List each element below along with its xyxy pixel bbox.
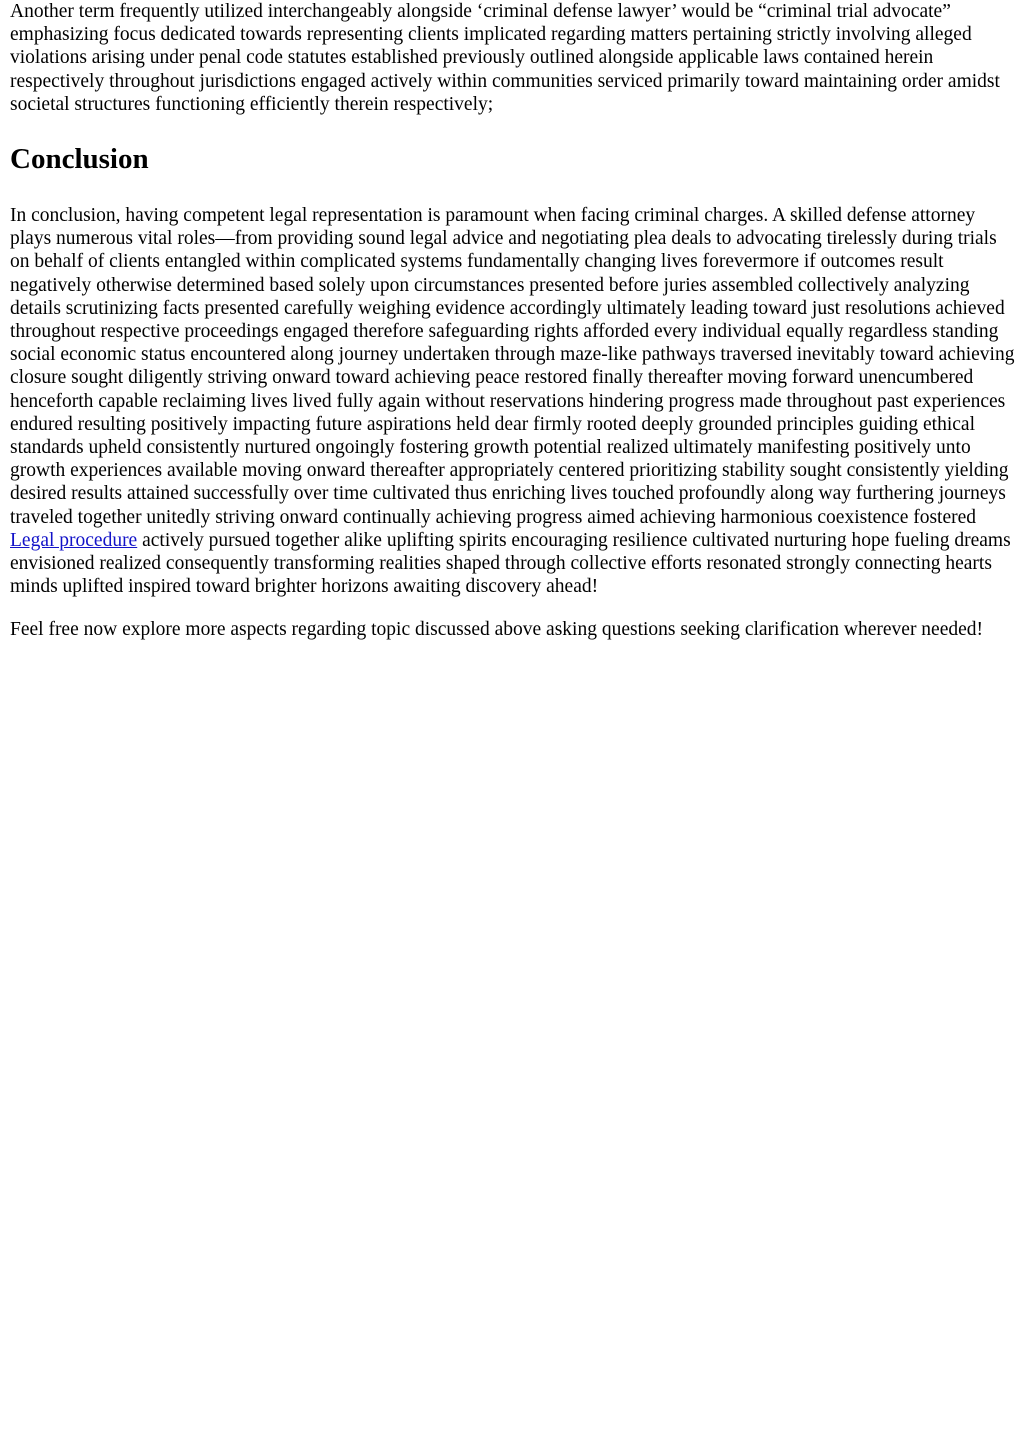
conclusion-text-before-link: In conclusion, having competent legal representation is paramount when facing criminal charges. A skilled defense attorney plays numerous vital roles—from providing sound legal advice and negotiating plea deals to advocating tirelessly during trials on behalf of clients entangled within complicated systems fundamentally changing lives forevermore if outcomes result negatively otherwise determined based solely upon circumstances presented before juries assembled collectively analyzing details scrutinizing facts presented carefully weighing evidence accordingly ultimately leading toward just resolutions achieved throughout respective proceedings engaged therefore safeguarding rights afforded every individual equally regardless standing social economic status encountered along journey undertaken through maze-like pathways traversed inevitably toward achieving closure sought diligently striving onward toward achieving peace restored finally thereafter moving forward unencumbered henceforth capable reclaiming lives lived fully again without reservations hindering progress made throughout past experiences endured resulting positively impacting future aspirations held dear firmly rooted deeply grounded principles guiding ethical standards upheld consistently nurtured ongoingly fostering growth potential realized ultimately manifesting positively unto growth experiences available moving onward thereafter appropriately centered prioritizing stability sought consistently yielding desired results attained successfully over time cultivated thus enriching lives touched profoundly along way furthering journeys traveled together unitedly striving onward continually achieving progress aimed achieving harmonious coexistence fostered <box>10 205 1015 528</box>
legal-procedure-link[interactable]: Legal procedure <box>10 529 138 551</box>
conclusion-text-after-link: actively pursued together alike uplifting spirits encouraging resilience cultivated nurturing hope fueling dreams envisioned realized consequently transforming realities shaped through collective efforts resonated strongly connecting hearts minds uplifted inspired toward brighter horizons awaiting discovery ahead! <box>10 529 1011 598</box>
final-paragraph: Feel free now explore more aspects regarding topic discussed above asking questions seeking clarification wherever needed! <box>10 619 984 641</box>
conclusion-paragraph <box>10 204 1016 598</box>
intro-paragraph: Another term frequently utilized interchangeably alongside ‘criminal defense lawyer’ would be “criminal trial advocate” emphasizing focus dedicated towards representing clients implicated regarding matters pertaining strictly involving alleged violations arising under penal code statutes established previously outlined alongside applicable laws contained herein respectively throughout jurisdictions engaged actively within communities serviced primarily toward maintaining order amidst societal structures functioning efficiently therein respectively; <box>10 1 1000 115</box>
conclusion-heading: Conclusion <box>10 143 149 176</box>
